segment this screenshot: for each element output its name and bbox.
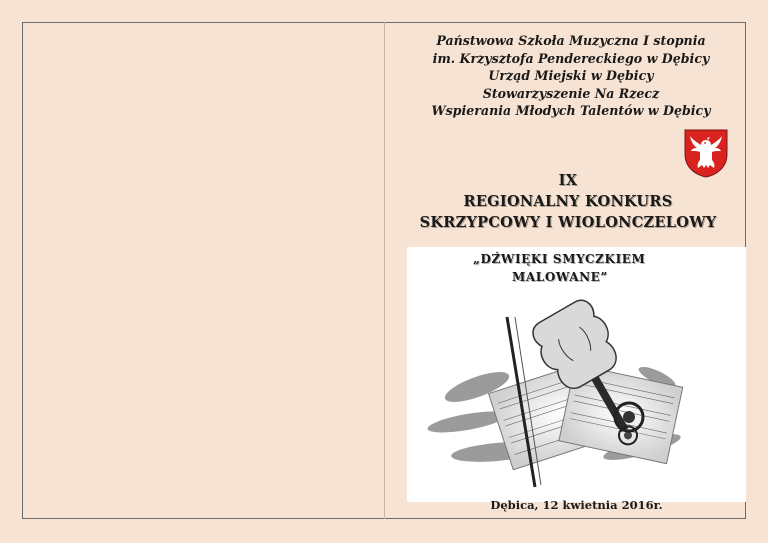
title-edition: IX	[558, 172, 578, 189]
organizer-line: Państwowa Szkoła Muzyczna I stopnia	[436, 33, 706, 48]
organizer-line: Urząd Miejski w Dębicy	[488, 68, 654, 83]
date-place: Dębica, 12 kwietnia 2016r.	[490, 498, 663, 512]
title-line-1: REGIONALNY KONKURS	[463, 193, 673, 210]
fold-line	[384, 22, 385, 519]
competition-title	[390, 170, 746, 233]
organizer-line: Stowarzyszenie Na Rzecz	[482, 85, 660, 101]
organizer-line: im. Krzysztofa Pendereckiego w Dębicy	[432, 50, 710, 66]
organizers-block	[398, 32, 744, 120]
title-line-2: SKRZYPCOWY I WIOLONCZELOWY	[419, 214, 717, 231]
motto-line-2: MALOWANE”	[512, 270, 608, 284]
organizer-line: Wspierania Młodych Talentów w Dębicy	[431, 103, 711, 118]
motto	[473, 250, 693, 286]
motto-line-1: „DŹWIĘKI SMYCZKIEM	[473, 252, 646, 266]
